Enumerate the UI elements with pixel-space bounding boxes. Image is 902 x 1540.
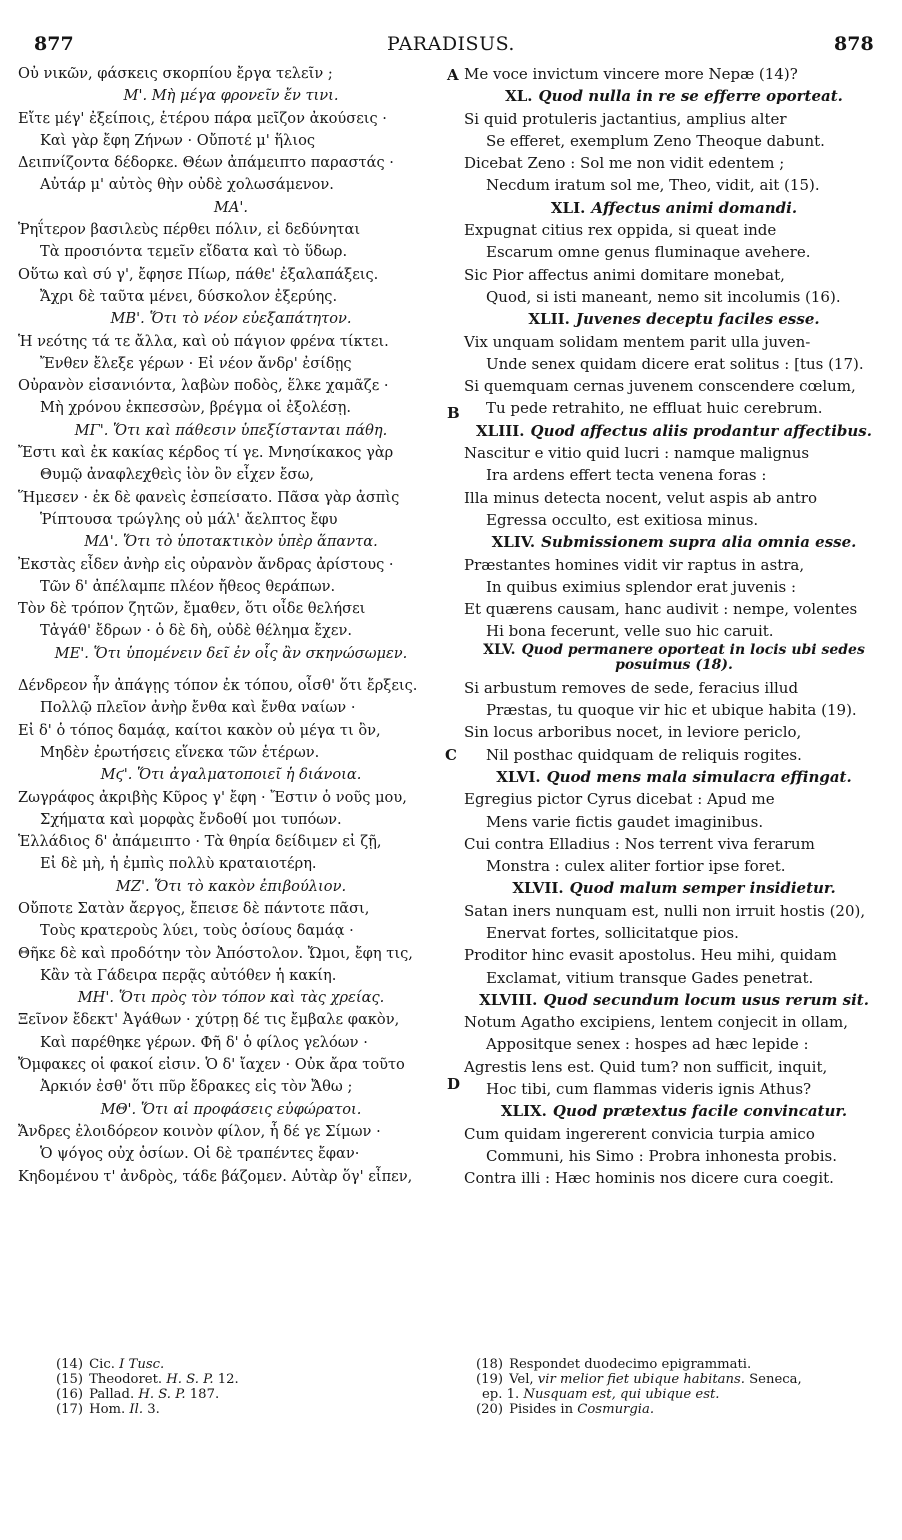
verse-line: Καὶ παρέθηκε γέρων. Φῆ δ' ὁ φίλος γελόων · [40, 1033, 368, 1051]
verse-line: Proditor hinc evasit apostolus. Heu mihi, quidam [464, 946, 837, 965]
margin-marker-d: D [447, 1075, 461, 1093]
verse-line: Θυμῷ ἀναφλεχθεὶς ἰὸν ὃν εἶχεν ἔσω, [40, 466, 315, 484]
section-title: ΜΓ'. Ὅτι καὶ πάθεσιν ὑπεξίστανται πάθη. [74, 421, 388, 439]
footnote-source-title: H. S. P. [166, 1372, 214, 1387]
section-heading [464, 531, 884, 553]
footnote [56, 1372, 239, 1387]
section-heading [464, 877, 884, 899]
verse-line: Satan iners nunquam est, nulli non irruit hostis (20), [464, 901, 866, 920]
section-title: ΜΘ'. Ὅτι αἱ προφάσεις εὐφώρατοι. [100, 1100, 362, 1118]
verse-line: Τὸν δὲ τρόπον ζητῶν, ἔμαθεν, ὅτι οἶδε θελήσει [18, 600, 366, 618]
section-title: ΜΗ'. Ὅτι πρὸς τὸν τόπον καὶ τὰς χρείας. [77, 989, 385, 1007]
section-title: ΜΕ'. Ὅτι ὑπομένειν δεῖ ἐν οἷς ἂν σκηνώσωμεν. [54, 644, 408, 662]
verse-line: Ἐκστὰς εἶδεν ἀνὴρ εἰς οὐρανὸν ἄνδρας ἀρίστους · [18, 555, 394, 573]
footnote [56, 1357, 239, 1372]
verse-line: Ἑλλάδιος δ' ἀπάμειπτο · Τὰ θηρία δείδιμεν εἰ ζῇ, [18, 833, 382, 851]
footnotes-left [56, 1357, 239, 1417]
verse-line: Agrestis lens est. Quid tum? non sufficit, inquit, [464, 1057, 828, 1076]
section-title: Quod permanere oporteat in locis ubi sedes posuimus (18). [521, 641, 865, 673]
section-heading [18, 531, 444, 553]
verse-line: Contra illi : Hæc hominis nos dicere cura coegit. [464, 1169, 834, 1188]
verse-line: Κηδομένου τ' ἀνδρὸς, τάδε βάζομεν. Αὐτὰρ ὅγ' εἶπεν, [18, 1167, 413, 1185]
section-heading [18, 197, 444, 219]
verse-line: Δένδρεον ἦν ἀπάγῃς τόπον ἐκ τόπου, οἶσθ' ὅτι ἔρξεις. [18, 677, 418, 695]
footnote-source-title: vir melior fiet ubique habitans. [537, 1372, 745, 1387]
section-number: XLII. [528, 310, 570, 329]
section-number: XLVII. [512, 879, 564, 898]
verse-line: Vix unquam solidam mentem parit ulla juven- [464, 332, 811, 351]
verse-line: Hi bona fecerunt, velle suo hic caruit. [486, 622, 774, 641]
verse-line: Οὐ νικῶν, φάσκεις σκορπίου ἔργα τελεῖν ; [18, 65, 333, 82]
footnote-text: Pisides in [509, 1402, 578, 1417]
section-title: Quod malum semper insidietur. [569, 879, 836, 898]
spacer [18, 665, 444, 675]
section-number: XLIII. [476, 421, 525, 440]
section-heading [18, 876, 444, 898]
verse-line: Εἴτε μέγ' ἐξείποις, ἑτέρου πάρα μεῖζον ἀκούσεις · [18, 109, 387, 127]
section-heading [464, 85, 884, 107]
running-title: PARADISUS. [387, 33, 515, 55]
verse-line: Πολλῷ πλεῖον ἀνὴρ ἔνθα καὶ ἔνθα ναίων · [40, 699, 356, 717]
verse-line: Ἄχρι δὲ ταῦτα μένει, δύσκολον ἐξερύης. [40, 287, 338, 305]
verse-line: Communi, his Simo : Probra inhonesta probis. [486, 1146, 838, 1165]
footnote-number: (20) [476, 1402, 504, 1417]
section-title: ΜΒ'. Ὅτι τὸ νέον εὐεξαπάτητον. [110, 310, 352, 328]
verse-line: Si quid protuleris jactantius, amplius alter [464, 109, 787, 128]
footnote [56, 1402, 239, 1417]
section-title: Submissionem supra alia omnia esse. [541, 533, 857, 552]
verse-line: Ἡ νεότης τά τε ἄλλα, καὶ οὐ πάγιον φρένα τίκτει. [18, 332, 389, 350]
verse-line: Monstra : culex aliter fortior ipse foret. [486, 857, 786, 876]
footnote-source-title: Cosmurgia. [577, 1402, 655, 1417]
verse-line: Egregius pictor Cyrus dicebat : Apud me [464, 790, 775, 809]
verse-line: Ἔνθεν ἔλεξε γέρων · Εἰ νέον ἄνδρ' ἐσίδῃς [40, 354, 352, 372]
verse-line: Hoc tibi, cum flammas videris ignis Athus? [486, 1080, 812, 1099]
verse-line: Ῥηΐτερον βασιλεὺς πέρθει πόλιν, εἰ δεδύνηται [18, 221, 361, 239]
section-heading [18, 1099, 444, 1121]
verse-line: Tu pede retrahito, ne effluat huic cerebrum. [486, 399, 823, 418]
section-title: Quod mens mala simulacra effingat. [546, 767, 852, 786]
section-number: XLI. [550, 198, 586, 217]
verse-line: Ζωγράφος ἀκριβὴς Κῦρος γ' ἔφη · Ἔστιν ὁ νοῦς μου, [18, 788, 407, 806]
verse-line: Δειπνίζοντα δέδορκε. Θέων ἀπάμειπτο παραστάς · [18, 154, 394, 172]
verse-line: Si quemquam cernas juvenem conscendere cœlum, [464, 377, 856, 396]
verse-line: Ξεῖνον ἔδεκτ' Ἀγάθων · χύτρῃ δέ τις ἔμβαλε φακὸν, [18, 1011, 400, 1029]
verse-line: Dicebat Zeno : Sol me non vidit edentem ; [464, 154, 785, 173]
section-title: Quod affectus aliis prodantur affectibus. [530, 421, 872, 440]
section-number: XLIX. [500, 1102, 547, 1121]
verse-line: Nil posthac quidquam de reliquis rogites. [486, 745, 802, 764]
footnotes-right [476, 1357, 802, 1417]
footnote-number: (18) [476, 1357, 504, 1372]
verse-line: Τοὺς κρατεροὺς λύει, τοὺς ὁσίους δαμάᾳ · [40, 922, 354, 940]
verse-line: Quod, si isti maneant, nemo sit incolumis (16). [486, 287, 841, 306]
verse-line: Καὶ γὰρ ἔφη Ζήνων · Οὔποτέ μ' ἥλιος [40, 131, 316, 149]
verse-line: Si arbustum removes de sede, feracius illud [464, 678, 799, 697]
section-title: ΜΑ'. [213, 198, 249, 216]
section-number: XLIV. [491, 533, 536, 552]
footnote-source-title: Il. [129, 1402, 144, 1417]
footnote-text: Pallad. [89, 1387, 139, 1402]
verse-line: Et quærens causam, hanc audivit : nempe, volentes [464, 600, 858, 619]
section-title: ΜΖ'. Ὅτι τὸ κακὸν ἐπιβούλιον. [115, 877, 347, 895]
verse-line: Ἀρκιόν ἐσθ' ὅτι πῦρ ἔδρακες εἰς τὸν Ἄθω ; [40, 1078, 353, 1096]
footnote [476, 1402, 802, 1417]
section-title: Quod secundum locum usus rerum sit. [543, 990, 869, 1009]
verse-line: Præstantes homines vidit vir raptus in astra, [464, 555, 805, 574]
section-heading [18, 308, 444, 330]
section-title: Quod nulla in re se efferre oporteat. [538, 87, 843, 106]
section-heading [18, 85, 444, 107]
greek-column [18, 63, 444, 1188]
section-heading [18, 420, 444, 442]
verse-line: Necdum iratum sol me, Theo, vidit, ait (15). [486, 176, 820, 195]
footnote [476, 1387, 802, 1402]
footnote-text: Respondet duodecimo epigrammati. [509, 1357, 752, 1372]
verse-line: Ῥίπτουσα τρώγλης οὐ μάλ' ἄελπτος ἔφυ [40, 510, 338, 528]
footnote [476, 1372, 802, 1387]
section-number: XLVIII. [479, 990, 538, 1009]
footnote-source-title: I Tusc. [119, 1357, 165, 1372]
verse-line: Μηδὲν ἐρωτήσεις εἵνεκα τῶν ἑτέρων. [40, 743, 320, 761]
verse-line: Expugnat citius rex oppida, si queat inde [464, 221, 777, 240]
verse-line: Mens varie fictis gaudet imaginibus. [486, 812, 764, 831]
verse-line: Cui contra Elladius : Nos terrent viva ferarum [464, 834, 815, 853]
verse-line: Se efferet, exemplum Zeno Theoque dabunt. [486, 131, 825, 150]
footnote [476, 1357, 802, 1372]
verse-line: Sic Pior affectus animi domitare monebat, [464, 265, 785, 284]
section-heading [464, 643, 884, 677]
verse-line: Τἀγάθ' ἔδρων · ὁ δὲ δὴ, οὐδὲ θέλημα ἔχεν. [40, 622, 352, 640]
footnote-text: 3. [143, 1402, 160, 1417]
verse-line: Οὕτω καὶ σύ γ', ἔφησε Πίωρ, πάθε' ἐξαλαπάξεις. [18, 265, 379, 283]
verse-line: Σχήματα καὶ μορφὰς ἔνδοθί μοι τυπόων. [40, 810, 342, 828]
footnote-text: Seneca, [744, 1372, 802, 1387]
verse-line: Ὁ ψόγος οὐχ ὁσίων. Οἱ δὲ τραπέντες ἔφαν· [40, 1145, 360, 1163]
section-heading [464, 1100, 884, 1122]
section-title: Affectus animi domandi. [591, 198, 798, 217]
footnote-text: Cic. [89, 1357, 120, 1372]
margin-marker-c: C [445, 746, 457, 764]
verse-line: Ἄνδρες ἐλοιδόρεον κοινὸν φίλον, ἧ δέ γε Σίμων · [18, 1122, 381, 1140]
section-heading [464, 308, 884, 330]
verse-line: Enervat fortes, sollicitatque pios. [486, 923, 739, 942]
footnote-source-title: H. S. P. [138, 1387, 186, 1402]
footnote-text: Vel, [509, 1372, 538, 1387]
section-heading [464, 989, 884, 1011]
section-heading [464, 766, 884, 788]
verse-line: Sin locus arboribus nocet, in leviore periclo, [464, 723, 802, 742]
verse-line: Ἔστι καὶ ἐκ κακίας κέρδος τί γε. Μνησίκακος γὰρ [18, 444, 394, 462]
verse-line: Exclamat, vitium transque Gades penetrat. [486, 968, 814, 987]
verse-line: Εἰ δ' ὁ τόπος δαμάᾳ, καίτοι κακὸν οὐ μέγα τι ὂν, [18, 721, 381, 739]
margin-marker-a: A [447, 66, 459, 84]
footnote-text: 12. [213, 1372, 239, 1387]
footnote-number: (17) [56, 1402, 84, 1417]
verse-line: Appositque senex : hospes ad hæc lepide : [486, 1035, 809, 1054]
verse-line: Egressa occulto, est exitiosa minus. [486, 510, 759, 529]
verse-line: Οὐρανὸν εἰσανιόντα, λαβὼν ποδὸς, ἕλκε χαμᾶζε · [18, 377, 389, 395]
footnote-text: ep. 1. [482, 1387, 524, 1402]
latin-column [464, 63, 884, 1190]
section-heading [18, 643, 444, 665]
section-heading [464, 420, 884, 442]
verse-line: Εἰ δὲ μὴ, ἡ ἐμπὶς πολλὺ κραταιοτέρη. [40, 855, 317, 873]
verse-line: Illa minus detecta nocent, velut aspis ab antro [464, 488, 818, 507]
verse-line: Κἂν τὰ Γάδειρα περᾷς αὐτόθεν ἡ κακίη. [40, 966, 337, 984]
verse-line: Escarum omne genus fluminaque avehere. [486, 243, 811, 262]
footnote-text: 187. [185, 1387, 220, 1402]
verse-line: Me voce invictum vincere more Nepæ (14)? [464, 65, 798, 83]
footnote-number: (15) [56, 1372, 84, 1387]
verse-line: Οὔποτε Σατὰν ἄεργος, ἔπεισε δὲ πάντοτε πᾶσι, [18, 899, 370, 917]
verse-line: Præstas, tu quoque vir hic et ubique habita (19). [486, 701, 857, 720]
verse-line: Θῆκε δὲ καὶ προδότην τὸν Ἀπόστολον. Ὤμοι, ἔφη τις, [18, 944, 413, 962]
section-number: XLV. [483, 641, 516, 658]
section-number: XL. [505, 87, 533, 106]
verse-line: Αὐτάρ μ' αὐτὸς θὴν οὐδὲ χολωσάμενον. [40, 176, 334, 194]
footnote-text: Hom. [89, 1402, 130, 1417]
verse-line: Τὰ προσιόντα τεμεῖν εἴδατα καὶ τὸ ὕδωρ. [40, 243, 348, 261]
footnote-source-title: Nusquam est, qui ubique est. [523, 1387, 720, 1402]
verse-line: Unde senex quidam dicere erat solitus : [tus (17). [486, 354, 864, 373]
footnote [56, 1387, 239, 1402]
section-heading [18, 987, 444, 1009]
footnote-text: Theodoret. [89, 1372, 167, 1387]
section-heading [464, 197, 884, 219]
section-title: Μ'. Μὴ μέγα φρονεῖν ἔν τινι. [123, 87, 339, 105]
section-number: XLVI. [496, 767, 541, 786]
section-title: ΜΔ'. Ὅτι τὸ ὑποτακτικὸν ὑπὲρ ἅπαντα. [84, 533, 378, 551]
section-title: Μϛ'. Ὅτι ἀγαλματοποιεῖ ἡ διάνοια. [100, 766, 362, 784]
verse-line: In quibus eximius splendor erat juvenis : [486, 577, 797, 596]
margin-marker-b: B [447, 404, 460, 422]
footnote-number: (16) [56, 1387, 84, 1402]
section-heading [18, 764, 444, 786]
verse-line: Μὴ χρόνου ἐκπεσσὼν, βρέγμα οἱ ἐξολέσῃ. [40, 399, 352, 417]
page-number-right: 878 [834, 33, 874, 55]
page-number-left: 877 [34, 33, 74, 55]
verse-line: Notum Agatho excipiens, lentem conjecit in ollam, [464, 1013, 849, 1032]
section-title: Juvenes deceptu faciles esse. [575, 310, 820, 329]
verse-line: Ὄμφακες οἱ φακοί εἰσιν. Ὁ δ' ἴαχεν · Οὐκ ἄρα τοῦτο [18, 1056, 405, 1074]
footnote-number: (14) [56, 1357, 84, 1372]
verse-line: Nascitur e vitio quid lucri : namque malignus [464, 444, 810, 463]
verse-line: Cum quidam ingererent convicia turpia amico [464, 1124, 815, 1143]
verse-line: Τῶν δ' ἀπέλαμπε πλέον ἤθεος θεράπων. [40, 577, 336, 595]
section-title: Quod prætextus facile convincatur. [552, 1102, 848, 1121]
verse-line: Ἥμεσεν · ἐκ δὲ φανεὶς ἐσπείσατο. Πᾶσα γὰρ ἀσπὶς [18, 488, 400, 506]
verse-line: Ira ardens effert tecta venena foras : [486, 466, 767, 485]
footnote-number: (19) [476, 1372, 504, 1387]
